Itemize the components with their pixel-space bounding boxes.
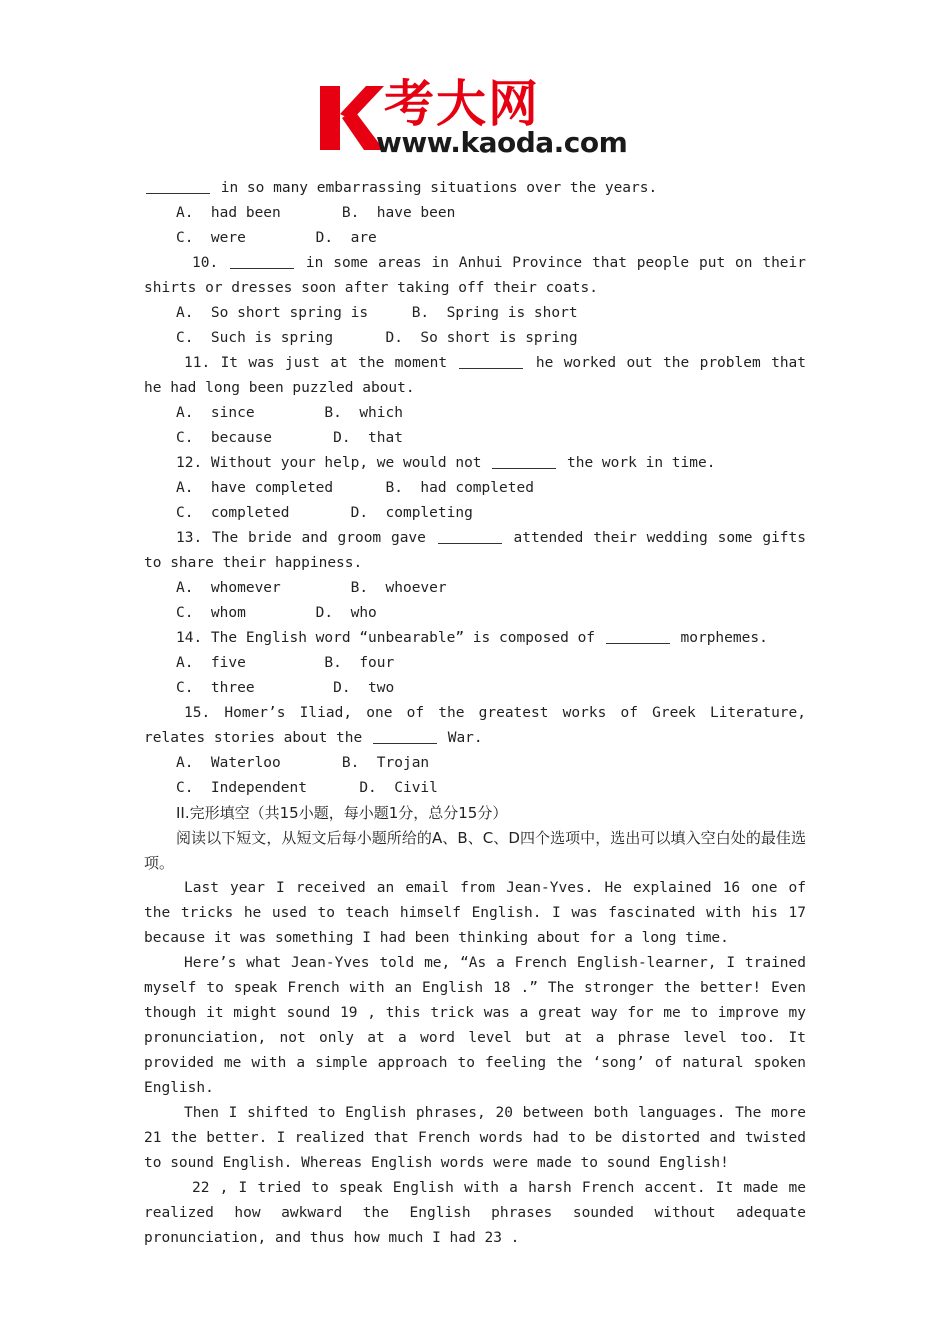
question-13-options-row-1: A. whomever B. whoever [176,580,447,596]
question-14-stem: 14. The English word “unbearable” is composed of morphemes. [176,630,768,646]
question-12-options-row-1: A. have completed B. had completed [176,480,534,496]
question-12-stem: 12. Without your help, we would not the work in time. [176,455,716,471]
section-2-heading: II.完形填空（共15小题，每小题1分，总分15分） [176,804,508,822]
question-14-options-row-1: A. five B. four [176,655,395,671]
answer-blank [438,529,502,544]
kaoda-logo [318,75,638,162]
question-10-options-row-2: C. Such is spring D. So short is spring [176,330,578,346]
question-10-stem: 10. in some areas in Anhui Province that people put on their shirts or dresses soon after taking off their coats. [144,255,806,296]
passage-paragraph-3: Then I shifted to English phrases, 20 between both languages. The more 21 the better. I realized that French words had to be distorted and twisted to sound English. Whereas English words were made to sound English! [144,1105,806,1171]
logo-chinese-text: 考大网 [384,75,540,133]
passage-paragraph-2: Here’s what Jean-Yves told me, “As a French English-learner, I trained myself to speak French with an English 18 .” The stronger the better! Even though it might sound 19 , this trick was a great way for me to improve my pronunciation, not only at a word level but at a phrase level too. It provided me with a simple approach to feeling the ‘song’ of natural spoken English. [144,955,806,1096]
question-13-stem: 13. The bride and groom gave attended their wedding some gifts to share their happiness. [144,530,806,571]
question-15-stem: 15. Homer’s Iliad, one of the greatest works of Greek Literature, relates stories about the War. [144,705,806,746]
answer-blank [492,454,556,469]
answer-blank [459,354,523,369]
answer-blank [373,729,437,744]
question-11-options-row-1: A. since B. which [176,405,403,421]
answer-blank [146,179,210,194]
question-15-options-row-2: C. Independent D. Civil [176,780,438,796]
question-9-options-row-2: C. were D. are [176,230,377,246]
question-15-options-row-1: A. Waterloo B. Trojan [176,755,430,771]
passage-paragraph-4: 22 , I tried to speak English with a harsh French accent. It made me realized how awkward the English phrases sounded without adequate pronunciation, and thus how much I had 23 . [144,1180,806,1246]
section-2-instruction: 阅读以下短文，从短文后每小题所给的A、B、C、D四个选项中，选出可以填入空白处的最佳选项。 [144,829,806,872]
logo-url-text: www.kaoda.com [376,126,628,159]
answer-blank [606,629,670,644]
exam-content [144,176,806,1251]
question-11-options-row-2: C. because D. that [176,430,403,446]
passage-paragraph-1: Last year I received an email from Jean-Yves. He explained 16 one of the tricks he used to teach himself English. I was fascinated with his 17 because it was something I had been thinking about for a long time. [144,880,806,946]
question-11-stem: 11. It was just at the moment he worked out the problem that he had long been puzzled about. [144,355,807,396]
question-10-options-row-1: A. So short spring is B. Spring is short [176,305,578,321]
question-12-options-row-2: C. completed D. completing [176,505,473,521]
question-9-options-row-1: A. had been B. have been [176,205,456,221]
question-14-options-row-2: C. three D. two [176,680,395,696]
question-13-options-row-2: C. whom D. who [176,605,377,621]
question-9-stem: in so many embarrassing situations over the years. [144,176,806,201]
answer-blank [230,254,294,269]
